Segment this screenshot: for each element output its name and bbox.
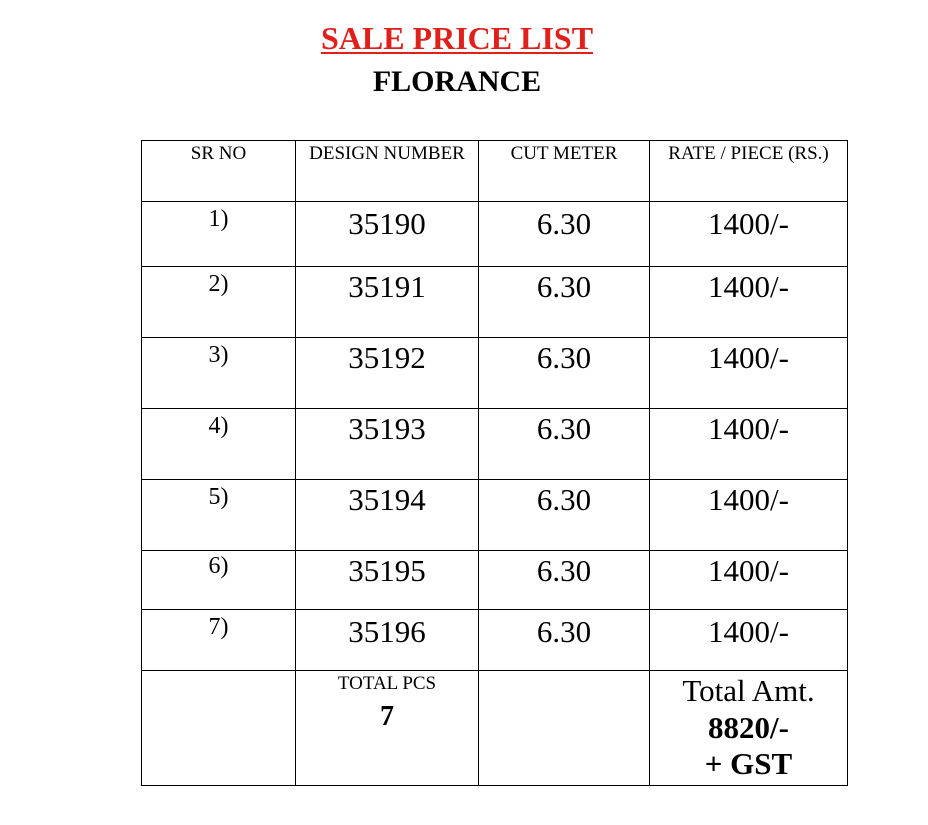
table-row <box>142 267 848 338</box>
cut-meter-cell: 6.30 <box>479 610 650 671</box>
column-header-design-number: DESIGN NUMBER <box>296 141 479 202</box>
table-row <box>142 610 848 671</box>
cut-meter-cell: 6.30 <box>479 338 650 409</box>
total-amount-label: Total Amt. <box>682 673 815 708</box>
column-header-cut-meter: CUT METER <box>479 141 650 202</box>
sr-no-cell: 3) <box>142 338 296 409</box>
sr-no-cell: 4) <box>142 409 296 480</box>
cut-meter-cell: 6.30 <box>479 480 650 551</box>
rate-cell: 1400/- <box>650 610 848 671</box>
table-row <box>142 409 848 480</box>
total-amount-cell <box>650 671 848 786</box>
total-amount-tax: + GST <box>704 746 793 781</box>
sr-no-cell: 2) <box>142 267 296 338</box>
cut-meter-cell: 6.30 <box>479 409 650 480</box>
rate-cell: 1400/- <box>650 202 848 267</box>
total-amount-value: 8820/- <box>708 710 789 745</box>
rate-cell: 1400/- <box>650 267 848 338</box>
rate-cell: 1400/- <box>650 338 848 409</box>
sr-no-cell: 7) <box>142 610 296 671</box>
table-header-row <box>142 141 848 202</box>
sr-no-cell: 6) <box>142 551 296 610</box>
cut-meter-cell: 6.30 <box>479 202 650 267</box>
design-number-cell: 35195 <box>296 551 479 610</box>
design-number-cell: 35190 <box>296 202 479 267</box>
page-subtitle: FLORANCE <box>372 65 542 98</box>
table-row <box>142 338 848 409</box>
price-table <box>141 140 848 786</box>
total-pcs-label: TOTAL PCS <box>337 673 437 694</box>
table-row <box>142 551 848 610</box>
totals-row <box>142 671 848 786</box>
column-header-rate-per-piece: RATE / PIECE (RS.) <box>650 141 848 202</box>
rate-cell: 1400/- <box>650 551 848 610</box>
empty-cell <box>479 671 650 786</box>
table-row <box>142 202 848 267</box>
cut-meter-cell: 6.30 <box>479 551 650 610</box>
design-number-cell: 35196 <box>296 610 479 671</box>
design-number-cell: 35194 <box>296 480 479 551</box>
column-header-sr-no: SR NO <box>142 141 296 202</box>
table-row <box>142 480 848 551</box>
sr-no-cell: 5) <box>142 480 296 551</box>
rate-cell: 1400/- <box>650 480 848 551</box>
total-pcs-value: 7 <box>380 701 394 732</box>
page-title: SALE PRICE LIST <box>320 20 594 56</box>
design-number-cell: 35191 <box>296 267 479 338</box>
cut-meter-cell: 6.30 <box>479 267 650 338</box>
rate-cell: 1400/- <box>650 409 848 480</box>
sr-no-cell: 1) <box>142 202 296 267</box>
design-number-cell: 35193 <box>296 409 479 480</box>
empty-cell <box>142 671 296 786</box>
total-pcs-cell <box>296 671 479 786</box>
design-number-cell: 35192 <box>296 338 479 409</box>
